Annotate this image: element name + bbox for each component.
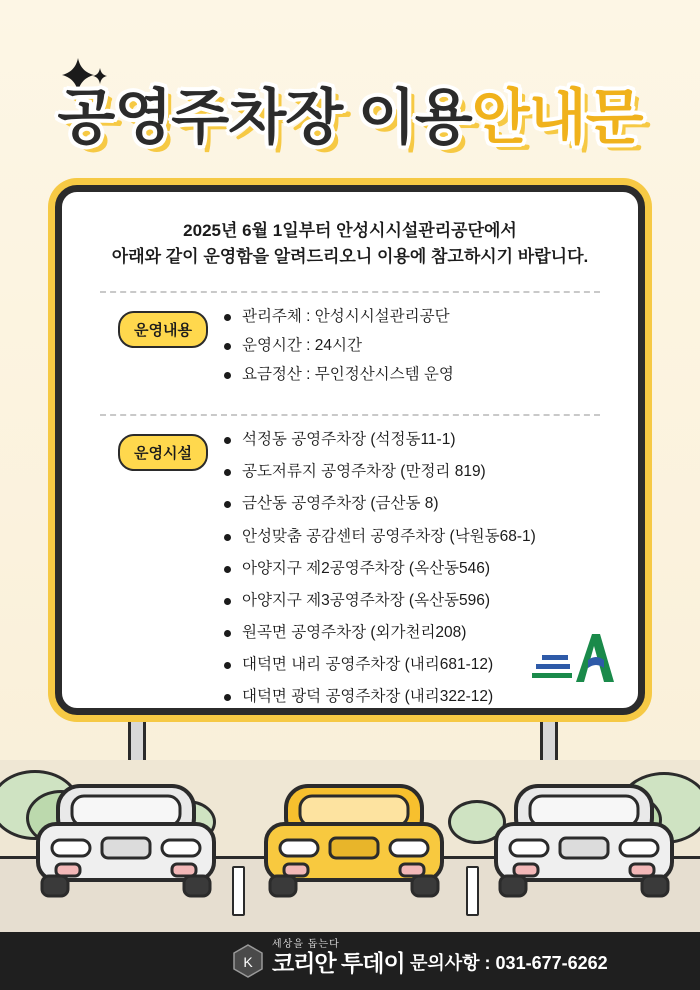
notice-board xyxy=(55,185,645,715)
footer-brand-tagline: 세상을 돕는다 xyxy=(272,939,340,950)
list-item: 대덕면 내리 공영주차장 (내리681-12) xyxy=(224,655,612,675)
svg-text:K: K xyxy=(243,954,253,970)
korean-today-logo-icon xyxy=(232,944,264,978)
intro-line-1: 2025년 6월 1일부터 안성시시설관리공단에서 xyxy=(183,221,517,240)
title-main-text: 공영주차장 이용 xyxy=(57,84,472,151)
list-item: 아양지구 제3공영주차장 (옥산동596) xyxy=(224,591,612,611)
car-silver-right xyxy=(486,778,682,902)
intro-line-2: 아래와 같이 운영함을 알려드리오니 이용에 참고하시기 바랍니다. xyxy=(111,247,589,267)
page-title xyxy=(0,84,700,151)
list-item: 대덕면 광덕 공영주차장 (내리322-12) xyxy=(224,687,612,707)
list-item: 운영시간 : 24시간 xyxy=(224,336,612,356)
operation-details-list xyxy=(224,307,612,394)
list-item: 금산동 공영주차장 (금산동 8) xyxy=(224,494,612,514)
badge-facilities: 운영시설 xyxy=(118,434,208,471)
list-item: 공도저류지 공영주차장 (만정리 819) xyxy=(224,462,612,482)
badge-operation-details: 운영내용 xyxy=(118,311,208,348)
footer-brand xyxy=(272,940,405,975)
list-item: 아양지구 제2공영주차장 (옥산동546) xyxy=(224,559,612,579)
list-item: 관리주체 : 안성시시설관리공단 xyxy=(224,307,612,327)
footer-bar xyxy=(0,932,700,990)
list-item: 원곡면 공영주차장 (외가천리208) xyxy=(224,623,612,643)
parking-lane-divider xyxy=(232,866,245,916)
car-yellow-center xyxy=(256,778,452,902)
list-item: 요금정산 : 무인정산시스템 운영 xyxy=(224,365,612,385)
list-item: 석정동 공영주차장 (석정동11-1) xyxy=(224,430,612,450)
intro-text xyxy=(88,218,612,271)
footer-brand-name: 코리안 투데이 xyxy=(272,949,405,976)
parking-lane-divider xyxy=(466,866,479,916)
title-highlight-text: 안내문 xyxy=(471,84,643,151)
section-operation-details xyxy=(88,307,612,394)
anseong-facility-logo-icon xyxy=(530,626,616,690)
list-item: 안성맞춤 공감센터 공영주차장 (낙원동68-1) xyxy=(224,527,612,547)
footer-contact-text: 문의사항 : 031-677-6262 xyxy=(410,953,608,973)
divider-top xyxy=(100,291,600,293)
divider-bottom xyxy=(100,414,600,416)
car-silver-left xyxy=(28,778,224,902)
